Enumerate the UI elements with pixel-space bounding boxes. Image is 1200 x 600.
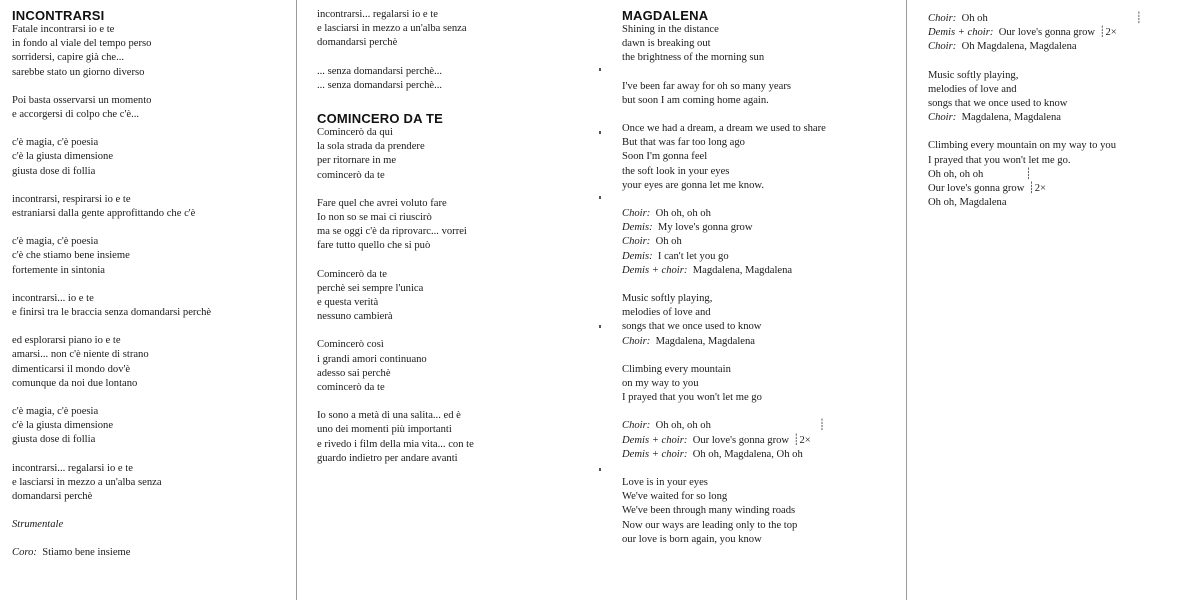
lyric-line: e questa verità [317, 297, 379, 309]
stanza [622, 23, 900, 66]
stanza [317, 65, 582, 93]
column-divider-right [906, 0, 907, 600]
lyric-line: I prayed that you won't let me go [622, 392, 762, 404]
lyric-line: e lasciarsi in mezzo a un'alba senza [12, 476, 162, 488]
song-title-incontrarsi: INCONTRARSI [12, 8, 105, 23]
lyric-line: Once we had a dream, a dream we used to share [622, 123, 826, 135]
lyric-line: Music softly playing, [622, 293, 713, 305]
lyric-line: e lasciarsi in mezzo a un'alba senza [317, 23, 467, 35]
speaker-label: Demis: [622, 222, 653, 234]
stanza [928, 12, 1190, 55]
lyric-line: the soft look in your eyes [622, 165, 730, 177]
lyric-line: Comincerò da qui [317, 127, 393, 139]
stanza [622, 292, 900, 349]
lyric-line: I've been far away for oh so many years [622, 80, 791, 92]
lyric-line [622, 221, 900, 235]
lyric-line: giusta dose di follia [12, 434, 96, 446]
repeat-brace: ┊ [1025, 168, 1032, 180]
lyric-text: Oh oh [655, 236, 682, 248]
lyric-text: I can't let you go [657, 250, 729, 262]
stanza [317, 409, 582, 466]
lyric-text: Oh oh, oh oh [928, 168, 984, 180]
lyric-text: Oh oh, oh oh [655, 420, 711, 432]
repeat-brace: ┊ [1135, 13, 1143, 24]
lyric-text: Oh oh, Magdalena, Oh oh [692, 448, 803, 460]
lyric-line: Fatale incontrarsi io e te [12, 24, 115, 35]
song-title-magdalena: MAGDALENA [622, 8, 709, 23]
stanza [317, 268, 582, 325]
repeat-count: 2× [1034, 183, 1047, 195]
lyric-text: Our love's gonna grow [928, 183, 1025, 195]
lyric-line [622, 434, 900, 448]
lyric-line: but soon I am coming home again. [622, 94, 769, 106]
margin-mark [599, 68, 601, 71]
speaker-label: Choir: [622, 335, 651, 347]
lyric-line: Love is in your eyes [622, 477, 708, 489]
lyric-line: guardo indietro per andare avanti [317, 452, 458, 464]
stanza [12, 462, 292, 505]
lyric-line: ... senza domandarsi perchè... [317, 65, 443, 77]
speaker-label: Demis + choir: [928, 27, 994, 39]
stanza [317, 126, 582, 183]
lyric-line: c'è la giusta dimensione [12, 151, 114, 163]
stanza [622, 80, 900, 108]
stanza [622, 363, 900, 406]
lyric-line: comincerò da te [317, 382, 385, 394]
lyric-line: our love is born again, you know [622, 533, 762, 545]
repeat-brace: ┊ [1028, 183, 1035, 195]
speaker-label: Choir: [928, 13, 957, 24]
lyric-line: giusta dose di follia [12, 165, 96, 177]
stanza [622, 476, 900, 547]
stanza [12, 235, 292, 278]
lyric-text: Magdalena, Magdalena [961, 112, 1061, 124]
lyric-line: Music softly playing, [928, 69, 1019, 81]
lyric-line: fortemente in sintonia [12, 264, 105, 276]
stanza [317, 338, 582, 395]
stanza [12, 292, 292, 320]
lyric-line: dimenticarsi il mondo dov'è [12, 363, 131, 375]
lyric-line: the brightness of the morning sun [622, 52, 765, 64]
lyrics-column-2 [317, 8, 582, 466]
lyric-text: Oh oh [961, 13, 988, 24]
speaker-label: Choir: [928, 41, 957, 53]
lyric-text: Oh oh, oh oh [655, 208, 711, 220]
speaker-label: Choir: [622, 208, 651, 220]
lyric-line [928, 182, 1190, 196]
column-divider-left [296, 0, 297, 600]
lyric-line: c'è magia, c'è poesia [12, 236, 99, 248]
lyric-line [622, 419, 900, 433]
lyric-line: adesso sai perchè [317, 367, 391, 379]
lyric-line: perchè sei sempre l'unica [317, 282, 424, 294]
lyric-line: Shining in the distance [622, 24, 719, 35]
lyric-line: on my way to you [622, 378, 699, 390]
lyric-line: incontrarsi... io e te [12, 292, 94, 304]
stanza [12, 546, 292, 560]
stanza [12, 405, 292, 448]
lyrics-column-3 [622, 8, 900, 547]
stanza [12, 193, 292, 221]
lyrics-column-1 [12, 8, 292, 561]
lyric-line [928, 26, 1190, 40]
lyric-line: Comincerò da te [317, 268, 388, 280]
lyric-line [622, 235, 900, 249]
lyric-line: i grandi amori continuano [317, 353, 427, 365]
repeat-brace: ┊ [793, 434, 800, 446]
lyric-line: Soon I'm gonna feel [622, 151, 708, 163]
lyric-text: Oh Magdalena, Magdalena [961, 41, 1077, 53]
speaker-label: Choir: [928, 112, 957, 124]
lyric-line: Poi basta osservarsi un momento [12, 94, 152, 106]
speaker-label: Demis + choir: [622, 448, 688, 460]
stanza [928, 69, 1190, 126]
lyric-line: incontrarsi... regalarsi io e te [12, 462, 133, 474]
lyric-line: Climbing every mountain [622, 363, 731, 375]
lyric-text: Magdalena, Magdalena [692, 264, 793, 276]
stanza [622, 207, 900, 278]
lyric-text: Our love's gonna grow [998, 27, 1096, 39]
lyric-line: melodies of love and [928, 83, 1017, 95]
lyric-line [622, 448, 900, 462]
lyric-line: Oh oh, Magdalena [928, 197, 1007, 209]
lyric-line [928, 111, 1190, 125]
lyric-line: comincerò da te [317, 169, 385, 181]
lyric-line: sarebbe stato un giorno diverso [12, 66, 145, 78]
song-title-comincero-da-te: COMINCERO DA TE [317, 111, 444, 127]
stanza [622, 419, 900, 462]
margin-mark [599, 131, 601, 134]
stanza [12, 23, 292, 80]
lyric-line: c'è che stiamo bene insieme [12, 250, 130, 262]
stanza [12, 518, 292, 532]
lyric-line [928, 40, 1190, 54]
stanza [12, 334, 292, 391]
lyric-line [622, 264, 900, 278]
lyric-line: ed esplorarsi piano io e te [12, 335, 121, 347]
lyric-line: domandarsi perchè [317, 37, 398, 49]
lyric-line: Io sono a metà di una salita... ed è [317, 410, 461, 422]
lyric-line: melodies of love and [622, 307, 711, 319]
lyric-line: Now our ways are leading only to the top [622, 519, 798, 531]
lyric-line: songs that we once used to know [928, 98, 1068, 110]
margin-mark [599, 196, 601, 199]
lyric-line: fare tutto quello che si può [317, 240, 431, 252]
lyric-line: in fondo al viale del tempo perso [12, 38, 152, 50]
margin-mark [599, 468, 601, 471]
repeat-brace: ┊ [818, 420, 826, 432]
lyric-line: Comincerò così [317, 339, 384, 351]
lyric-line: nessuno cambierà [317, 311, 393, 323]
stanza [317, 197, 582, 254]
lyric-line: estraniarsi dalla gente approfittando che c'è [12, 208, 196, 220]
margin-mark [599, 325, 601, 328]
lyric-line: But that was far too long ago [622, 137, 745, 149]
lyric-line: amarsi... non c'è niente di strano [12, 349, 149, 361]
lyric-line: incontrarsi... regalarsi io e te [317, 9, 438, 20]
lyric-text: Our love's gonna grow [692, 434, 790, 446]
speaker-label: Demis: [622, 250, 653, 262]
stanza [622, 122, 900, 193]
lyric-line [928, 12, 1190, 26]
speaker-label: Demis + choir: [622, 264, 688, 276]
speaker-label: Coro: [12, 547, 37, 559]
lyric-line: uno dei momenti più importanti [317, 424, 452, 436]
stanza [12, 94, 292, 122]
speaker-label: Demis + choir: [622, 434, 688, 446]
lyric-text: Stiamo bene insieme [42, 547, 131, 559]
stanza [928, 139, 1190, 210]
lyric-line: ... senza domandarsi perchè... [317, 79, 443, 91]
lyric-line: e accorgersi di colpo che c'è... [12, 109, 140, 121]
lyric-line: la sola strada da prendere [317, 141, 425, 153]
lyric-line: dawn is breaking out [622, 38, 711, 50]
speaker-label: Choir: [622, 236, 651, 248]
lyric-line: sorridersi, capire già che... [12, 52, 125, 64]
lyric-line: your eyes are gonna let me know. [622, 179, 764, 191]
lyric-text: My love's gonna grow [657, 222, 753, 234]
lyric-line: Fare quel che avrei voluto fare [317, 197, 447, 209]
lyric-line: Io non so se mai ci riuscirò [317, 212, 432, 224]
repeat-count: 2× [799, 434, 811, 446]
lyric-line: comunque da noi due lontano [12, 377, 138, 389]
lyric-line: c'è magia, c'è poesia [12, 137, 99, 149]
stanza [317, 8, 582, 51]
repeat-count: 2× [1105, 27, 1117, 39]
lyrics-column-4 [928, 8, 1190, 210]
lyric-line: ma se oggi c'è da riprovarc... vorrei [317, 226, 467, 238]
lyric-line: c'è la giusta dimensione [12, 420, 114, 432]
lyric-line: We've been through many winding roads [622, 505, 796, 517]
lyric-line: c'è magia, c'è poesia [12, 406, 99, 418]
lyric-line: We've waited for so long [622, 491, 728, 503]
stanza [12, 136, 292, 179]
lyric-line [622, 335, 900, 349]
lyric-line: Climbing every mountain on my way to you [928, 140, 1117, 152]
instrumental-label: Strumentale [12, 519, 64, 531]
lyric-line: songs that we once used to know [622, 321, 762, 333]
speaker-label: Choir: [622, 420, 651, 432]
lyric-line: e finirsi tra le braccia senza domandarsi perchè [12, 307, 212, 319]
lyric-line [928, 168, 1190, 182]
lyric-line: I prayed that you won't let me go. [928, 154, 1071, 166]
lyric-line [622, 207, 900, 221]
lyric-line: incontrarsi, respirarsi io e te [12, 193, 131, 205]
repeat-brace: ┊ [1099, 27, 1106, 39]
lyric-line [622, 250, 900, 264]
lyric-text: Magdalena, Magdalena [655, 335, 755, 347]
lyric-line: domandarsi perchè [12, 491, 93, 503]
lyric-line: per ritornare in me [317, 155, 397, 167]
lyric-line: e rivedo i film della mia vita... con te [317, 438, 474, 450]
lyric-line [12, 546, 292, 560]
